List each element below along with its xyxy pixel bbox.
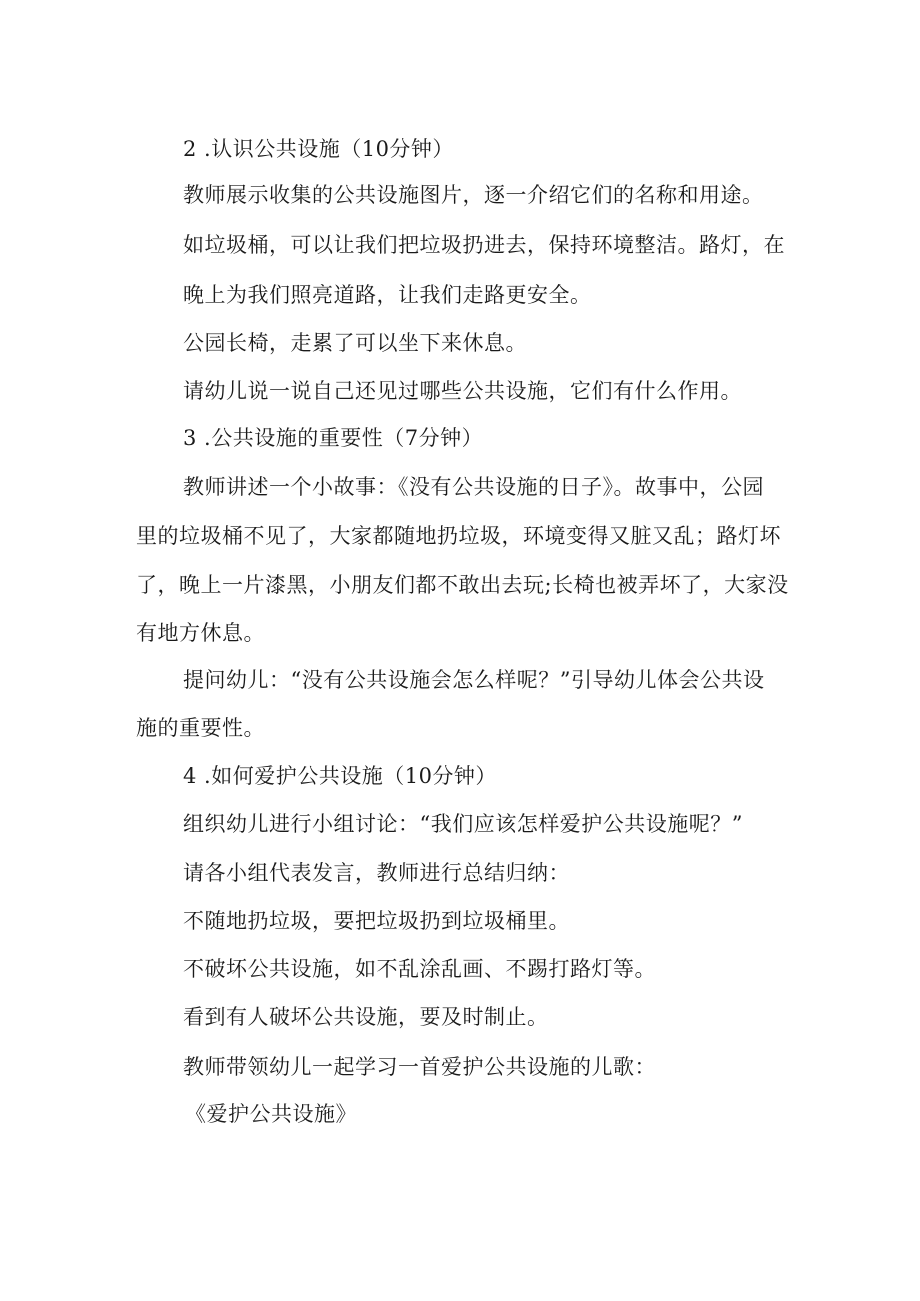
paragraph: 组织幼儿进行小组讨论：“我们应该怎样爱护公共设施呢？” (183, 812, 743, 836)
paragraph: 看到有人破坏公共设施，要及时制止。 (183, 1005, 549, 1029)
paragraph: 教师带领幼儿一起学习一首爱护公共设施的儿歌： (183, 1055, 656, 1079)
paragraph: 施的重要性。 (136, 716, 265, 740)
paragraph: 教师展示收集的公共设施图片，逐一介绍它们的名称和用途。 (183, 183, 764, 207)
paragraph: 如垃圾桶，可以让我们把垃圾扔进去，保持环境整洁。路灯，在 (183, 233, 785, 257)
section-2-heading: 2 .认识公共设施（10分钟） (183, 137, 454, 161)
paragraph: 请幼儿说一说自己还见过哪些公共设施，它们有什么作用。 (183, 379, 742, 403)
paragraph: 请各小组代表发言，教师进行总结归纳： (183, 861, 570, 885)
paragraph: 有地方休息。 (136, 621, 265, 645)
section-4-heading: 4 .如何爱护公共设施（10分钟） (183, 764, 497, 788)
paragraph: 提问幼儿：“没有公共设施会怎么样呢？”引导幼儿体会公共设 (183, 668, 765, 692)
paragraph: 公园长椅，走累了可以坐下来休息。 (183, 331, 527, 355)
paragraph: 不破坏公共设施，如不乱涂乱画、不踢打路灯等。 (183, 957, 656, 981)
paragraph: 教师讲述一个小故事：《没有公共设施的日子》。故事中，公园 (183, 475, 764, 499)
song-title: 《爱护公共设施》 (185, 1102, 357, 1126)
section-3-heading: 3 .公共设施的重要性（7分钟） (183, 426, 484, 450)
paragraph: 了，晚上一片漆黑，小朋友们都不敢出去玩;长椅也被弄坏了，大家没 (136, 573, 789, 597)
paragraph: 不随地扔垃圾，要把垃圾扔到垃圾桶里。 (183, 909, 570, 933)
paragraph: 晚上为我们照亮道路，让我们走路更安全。 (183, 283, 592, 307)
paragraph: 里的垃圾桶不见了，大家都随地扔垃圾，环境变得又脏又乱；路灯坏 (136, 524, 781, 548)
